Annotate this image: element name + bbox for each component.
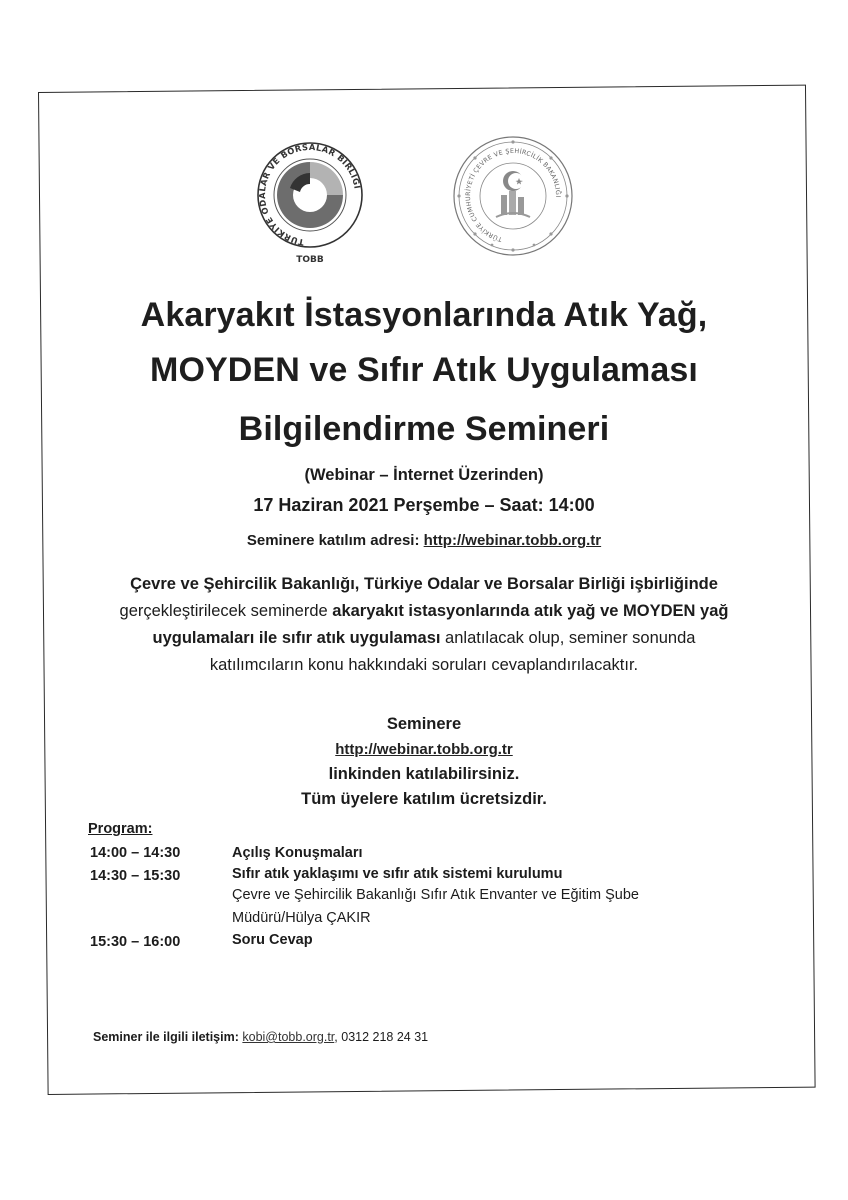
description	[78, 571, 770, 679]
description-emphasis: uygulamaları ile sıfır atık uygulaması	[152, 629, 441, 647]
program-title-1: Açılış Konuşmaları	[232, 845, 363, 861]
contact-line	[93, 1030, 428, 1044]
tobb-label: TOBB	[296, 255, 324, 265]
contact-phone: , 0312 218 24 31	[334, 1030, 429, 1044]
cta-line-4: Tüm üyelere katılım ücretsizdir.	[301, 790, 547, 808]
program-title-3: Soru Cevap	[232, 932, 313, 948]
program-time-1: 14:00 – 14:30	[90, 845, 181, 861]
title-line-3: Bilgilendirme Semineri	[238, 410, 610, 448]
ministry-ring-text: TÜRKİYE CUMHURİYETİ ÇEVRE VE ŞEHİRCİLİK BAKANLIĞI	[464, 147, 562, 243]
ministry-logo	[452, 135, 574, 257]
event-format: (Webinar – İnternet Üzerinden)	[304, 466, 544, 484]
description-emphasis: akaryakıt istasyonlarında atık yağ ve MOYDEN yağ	[332, 602, 729, 620]
description-line-1: Çevre ve Şehircilik Bakanlığı, Türkiye Odalar ve Borsalar Birliği işbirliğinde	[130, 575, 718, 593]
cta-link-line	[60, 741, 788, 758]
event-date: 17 Haziran 2021 Perşembe – Saat: 14:00	[253, 495, 595, 515]
program-time-2: 14:30 – 15:30	[90, 868, 181, 884]
address-line	[60, 532, 788, 549]
program-detail-2b: Müdürü/Hülya ÇAKIR	[232, 910, 371, 926]
contact-email-link[interactable]: kobi@tobb.org.tr	[242, 1030, 335, 1044]
description-line-4: katılımcıların konu hakkındaki soruları cevaplandırılacaktır.	[209, 656, 639, 674]
title-line-1: Akaryakıt İstasyonlarında Atık Yağ,	[140, 296, 708, 334]
description-text: gerçekleştirilecek seminerde	[119, 602, 333, 620]
title-line-2: MOYDEN ve Sıfır Atık Uygulaması	[150, 351, 698, 389]
address-label: Seminere katılım adresi:	[246, 532, 420, 549]
tobb-ring-text: TÜRKİYE ODALAR VE BORSALAR BİRLİĞİ	[257, 141, 363, 248]
tobb-logo	[255, 140, 365, 268]
webinar-link[interactable]: http://webinar.tobb.org.tr	[423, 532, 602, 549]
cta-line-1: Seminere	[386, 715, 462, 733]
program-title-2: Sıfır atık yaklaşımı ve sıfır atık sistemi kurulumu	[232, 866, 563, 882]
contact-label: Seminer ile ilgili iletişim:	[93, 1030, 239, 1044]
program-detail-2a: Çevre ve Şehircilik Bakanlığı Sıfır Atık Envanter ve Eğitim Şube	[232, 887, 639, 903]
description-text: anlatılacak olup, seminer sonunda	[440, 629, 696, 647]
description-line-2	[78, 598, 770, 625]
description-line-3	[78, 625, 770, 652]
cta-line-3: linkinden katılabilirsiniz.	[328, 765, 520, 783]
program-label: Program:	[88, 821, 153, 837]
program-time-3: 15:30 – 16:00	[90, 934, 181, 950]
cta-webinar-link[interactable]: http://webinar.tobb.org.tr	[335, 741, 513, 758]
